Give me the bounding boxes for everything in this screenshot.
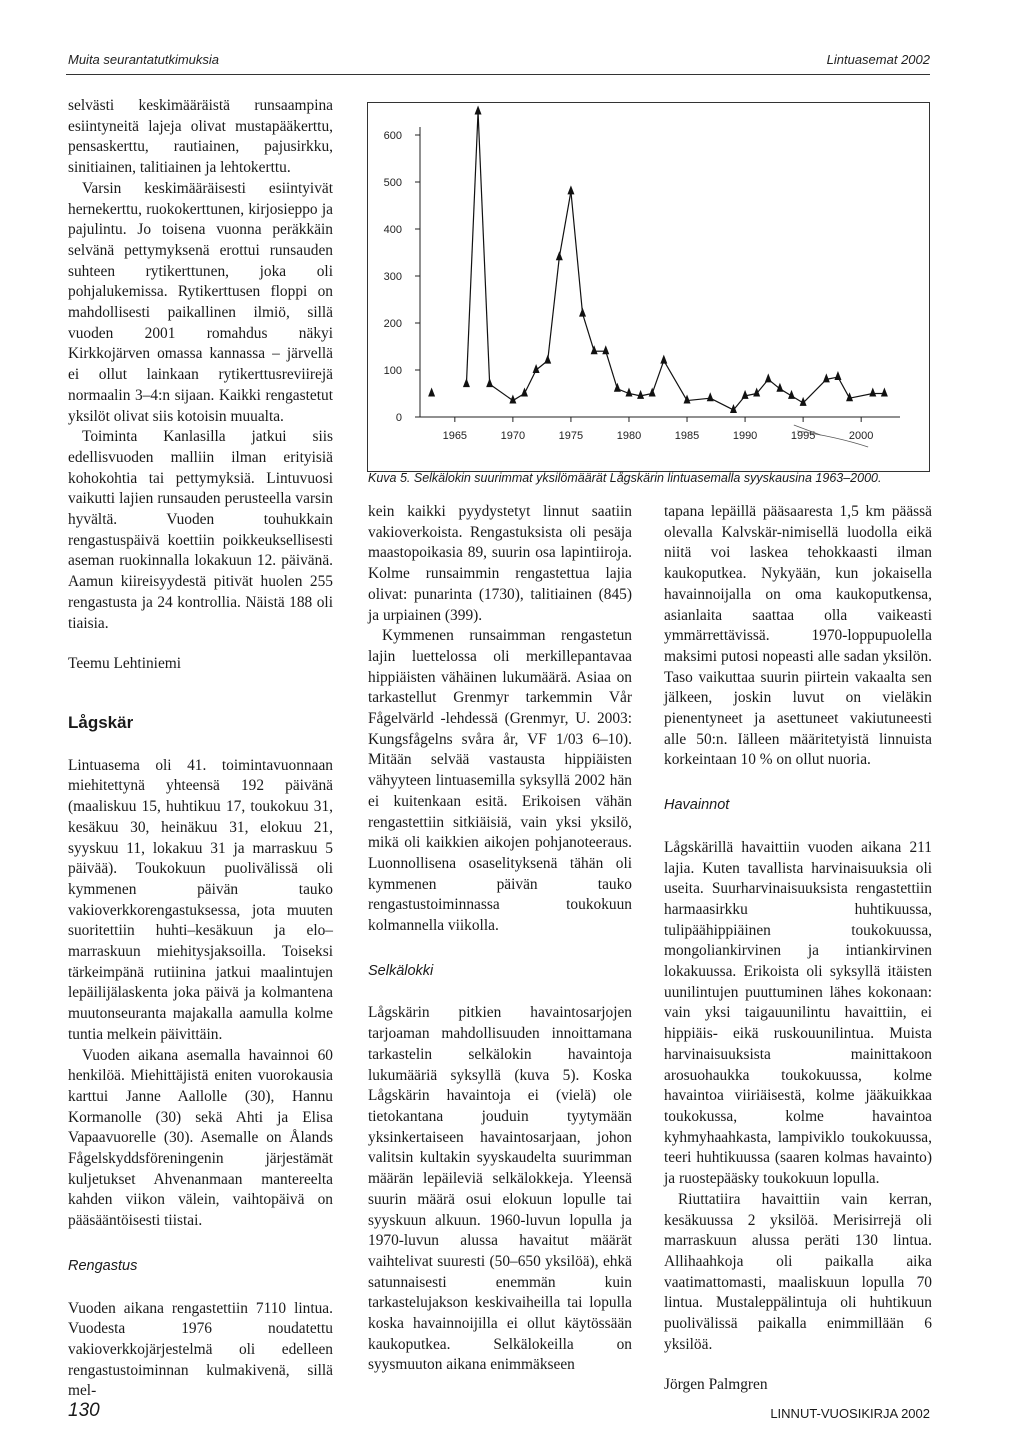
data-point: [463, 378, 470, 387]
data-point: [660, 355, 667, 364]
y-tick-label: 300: [383, 271, 402, 283]
y-tick-label: 100: [383, 365, 402, 377]
series-line: [559, 191, 571, 257]
data-point: [881, 388, 888, 397]
x-tick-label: 1985: [674, 430, 700, 442]
y-tick-label: 400: [383, 224, 402, 236]
subsection-title: Rengastus: [68, 1257, 138, 1274]
series-line: [524, 370, 536, 394]
running-header-left: Muita seurantatutkimuksia: [68, 52, 220, 67]
data-point: [637, 390, 644, 399]
paragraph: selvästi keskimääräistä runsaampina esiintyneitä lajeja olivat mustapääkerttu, pensaskerttu, rautiainen, pajusirkku, sinitiainen, talitiainen ja lehtokerttu.: [68, 97, 333, 177]
page-number: 130: [68, 1400, 100, 1421]
figure-chart-frame: [367, 102, 930, 472]
data-point: [428, 388, 435, 397]
x-tick-label: 1970: [500, 430, 526, 442]
paragraph: Vuoden aikana asemalla havainnoi 60 henkilöä. Miehittäjistä eniten vuorokausia karttui Janne Aallolle (30), Hannu Kormanolle (30) sekä Ahti ja Elisa Vapaavuorelle (30). Asemalle on Ålands Fågelskyddsföreningenin järjestämät kuljetukset Ahvenanmaan mantereelta kahden viikon välein, vaihtopäivä on pääsääntöisesti tiistai.: [68, 1046, 333, 1230]
paragraph: Toiminta Kanlasilla jatkui siis edellisvuoden malliin ilman erityisiä kohokohtia tai pettymyksiä. Lintuvuosi vaikutti lajien runsauden perusteella varsin hyvältä. Vuoden touhukkain rengastuspäivä koettiin poikkeuksellisesti aseman ruokinnalla lokakuun 12. päivänä. Aamun kiireisyydestä pitivät huolen 255 rengastusta ja 24 kontrollia. Näistä 188 oli tiaisia.: [68, 428, 333, 632]
series-line: [803, 379, 826, 403]
series-line: [490, 384, 513, 400]
line-chart: [368, 103, 929, 471]
x-tick-label: 1980: [616, 430, 642, 442]
series-line: [710, 398, 733, 410]
data-point: [765, 373, 772, 382]
data-point: [707, 392, 714, 401]
x-tick-label: 2000: [848, 430, 874, 442]
author-signature: Teemu Lehtiniemi: [68, 655, 182, 673]
figure-caption: Kuva 5. Selkälokin suurimmat yksilömäärät Lågskärin lintuasemalla syyskausina 1963–2000.: [368, 471, 882, 485]
data-point: [579, 308, 586, 317]
subsection-title: Havainnot: [664, 797, 730, 814]
column-2: [368, 502, 632, 1376]
series-line: [478, 112, 490, 385]
series-line: [687, 398, 710, 400]
subsection-title: Selkälokki: [368, 962, 434, 979]
data-point: [486, 378, 493, 387]
data-point: [834, 371, 841, 380]
paragraph: Lågskärillä havaittiin vuoden aikana 211 lajia. Kuten tavallista harvinaisuuksia oli useita. Suurharvinaisuuksista rengastettiin harmaasirkku huhtikuussa, tulipäähippiäinen toukokuussa, mongoliankirvinen ja intiankirvinen lokakuussa. Erikoista oli syksyllä itäisten uunilintujen puuttuminen lähes kokonaan: vain yksi taigauunilintu havaittiin, ei hippiäis- eikä ruskouunilintua. Muista harvinaisuuksista mainittakoon arosuohaukka toukokuussa, kolme havaintoa viiriäisestä, kolme jääkuikkaa toukokussa, kolme havaintoa kyhmyhaahkasta, lampiviklo toukokuussa, teeri huhtikuussa (saaren kolmas havainto) ja ruostepääsky toukokuun lopulla.: [664, 838, 932, 1188]
series-line: [652, 361, 664, 394]
paragraph: kein kaikki pyydystetyt linnut saatiin vakioverkoista. Rengastuksista oli pesäja maastopoikasia 89, suurin osa lapintiiroja. Kolme runsaimmin rengastettua lajia olivat: punarinta (1730), talitiainen (845) ja urpiainen (399).: [368, 503, 632, 624]
column-1: [68, 96, 333, 1402]
series-line: [664, 361, 687, 401]
series-line: [583, 314, 595, 352]
x-tick-label: 1965: [442, 430, 468, 442]
paragraph: Varsin keskimääräisesti esiintyivät hernekerttu, ruokokerttunen, kirjosieppo ja pajulintu. Jo toisena vuonna peräkkäin selvänä pettymyksenä erottui runsauden suhteen rytikerttunen, joka oli pohjalukemissa. Rytikerttusen floppi on mahdollisesti paikallinen ilmiö, sillä vuoden 2001 romahdus näkyi Kirkkojärven omassa kannassa – järvellä ei ollut lainkaan rytikerttusreviirejä normaalin 3–4:n sijaan. Kaikki rengastetut yksilöt olivat siis kotoisin muualta.: [68, 179, 333, 425]
paragraph: Kymmenen runsaimman rengastetun lajin luettelossa oli merkillepantavaa hippiäisten vähäinen lukumäärä. Asiaa on tarkastellut Grenmyr tarkemmin Vår Fågelvärld -lehdessä (Grenmyr, U. 2003: Kungsfågelns svåra år, VF 1/03 6–10). Mitään selvää vastausta hippiäisten vähyyteen lintuasemilla syksyllä 2002 hän ei kuitenkaan esitä. Erikoisen vähän rengastettiin sitkiäisiä, vain yksi yksilö, mikä oli kaikkien aikojen pohjanoteeraus. Luonnollisena osaselityksenä tähän oli kymmenen päivän tauko rengastustoiminnassa toukokuun kolmannella viikolla.: [368, 627, 632, 935]
x-tick-label: 1975: [558, 430, 584, 442]
x-tick-label: 1995: [790, 430, 816, 442]
data-point: [475, 106, 482, 115]
header-rule: [66, 74, 930, 75]
running-header-right: Lintuasemat 2002: [826, 52, 930, 67]
paragraph: Vuoden aikana rengastettiin 7110 lintua. Vuodesta 1976 noudatettu vakioverkkojärjestelmä oli edelleen rengastustoiminnan kulmakivenä, sillä mel-: [68, 1299, 333, 1400]
series-line: [606, 351, 618, 389]
paragraph: Riuttatiira havaittiin vain kerran, kesäkuussa 2 yksilöä. Merisirrejä oli marraskuun alussa peräti 130 lintua. Allihaahkoja oli paikalla aika vaatimattomasti, maaliskuun lopulla 70 lintua. Mustaleppälintuja oli huhtikuun puolivälissä paikalla enimmillään 6 yksilöä.: [664, 1190, 932, 1353]
journal-title: LINNUT-VUOSIKIRJA 2002: [770, 1406, 930, 1421]
author-signature: Jörgen Palmgren: [664, 1376, 768, 1394]
y-tick-label: 500: [383, 177, 402, 189]
section-title: Lågskär: [68, 712, 134, 732]
x-tick-label: 1990: [732, 430, 758, 442]
paragraph: Lågskärin pitkien havaintosarjojen tarjoaman mahdollisuuden innoittamana tarkastelin selkälokin havaintoja lukumääriä syksyllä (kuva 5). Koska Lågskärin havaintoja ei (vielä) ole tietokantana jouduin tyytymään yksinkertaiseen havaintosarjaan, johon valitsin kultakin syyskaudelta suurimman määrän lepäileviä selkälokkeja. Yleensä suurin määrä osui elokuun lopulle tai syyskuun alkuun. 1960-luvun lopulla ja 1970-luvun alussa havaitut määrät vaihtelivat suuresti (50–650 yksilöä), ehkä satunnaisesti enemmän kuin tarkastelujakson keskivaiheilla tai lopulla koska havainnoijilla ei ollut käytössään kaukoputkea. Selkälokeilla on syysmuuton aikana enimmäkseen: [368, 1004, 632, 1374]
paragraph: Lintuasema oli 41. toimintavuonnaan miehitettynä yhteensä 192 päivänä (maaliskuu 15, huhtikuu 17, toukokuu 31, kesäkuu 30, heinäkuu 31, elokuu 21, syyskuu 11, lokakuu 31 ja marraskuu 5 päivää). Toukokuun puolivälissä oli kymmenen päivän tauko vakioverkkorengastuksessa, jota muuten suoritettiin huhti–kesäkuun ja elo–marraskuun miehitysjaksoilla. Toiseksi tärkeimpänä rutiinina jatkui maalintujen lepäilijälaskenta joka päivä ja kolmantena muutonseuranta majakalla aamulla kolme tuntia melkein päivittäin.: [68, 756, 333, 1043]
y-tick-label: 200: [383, 318, 402, 330]
data-point: [649, 388, 656, 397]
data-point: [614, 383, 621, 392]
series-line: [838, 377, 850, 398]
data-point: [869, 388, 876, 397]
data-point: [544, 355, 551, 364]
series-line: [548, 257, 560, 360]
data-point: [591, 345, 598, 354]
data-point: [742, 390, 749, 399]
y-tick-label: 0: [395, 412, 402, 424]
data-point: [567, 185, 574, 194]
series-line: [466, 112, 478, 385]
data-point: [823, 373, 830, 382]
data-point: [753, 388, 760, 397]
series-line: [850, 394, 873, 399]
y-tick-label: 600: [383, 130, 402, 142]
column-3: [664, 502, 932, 1396]
data-point: [602, 345, 609, 354]
paragraph: tapana lepäillä pääsaaresta 1,5 km päässä olevalla Kalvskär-nimisellä luodolla eikä niitä voi laskea tehokkaasti ilman kaukoputkea. Nykyään, kun jokaisella havainnoijalla on oma kaukoputkensa, asianlaita saattaa olla vaikeasti ymmärrettävissä. 1970-loppupuolella maksimi putosi nopeasti alle sadan yksilön. Taso vaikuttaa suurin piirtein vakaalta sen jälkeen, joskin luvut on vieläkin pienentyneet ja asettuneet vakiutuneesti alle 50:n. Iälleen määritetyistä linnuista korkeintaan 10 % on ollut nuoria.: [664, 503, 932, 769]
data-point: [556, 251, 563, 260]
series-line: [571, 191, 583, 313]
